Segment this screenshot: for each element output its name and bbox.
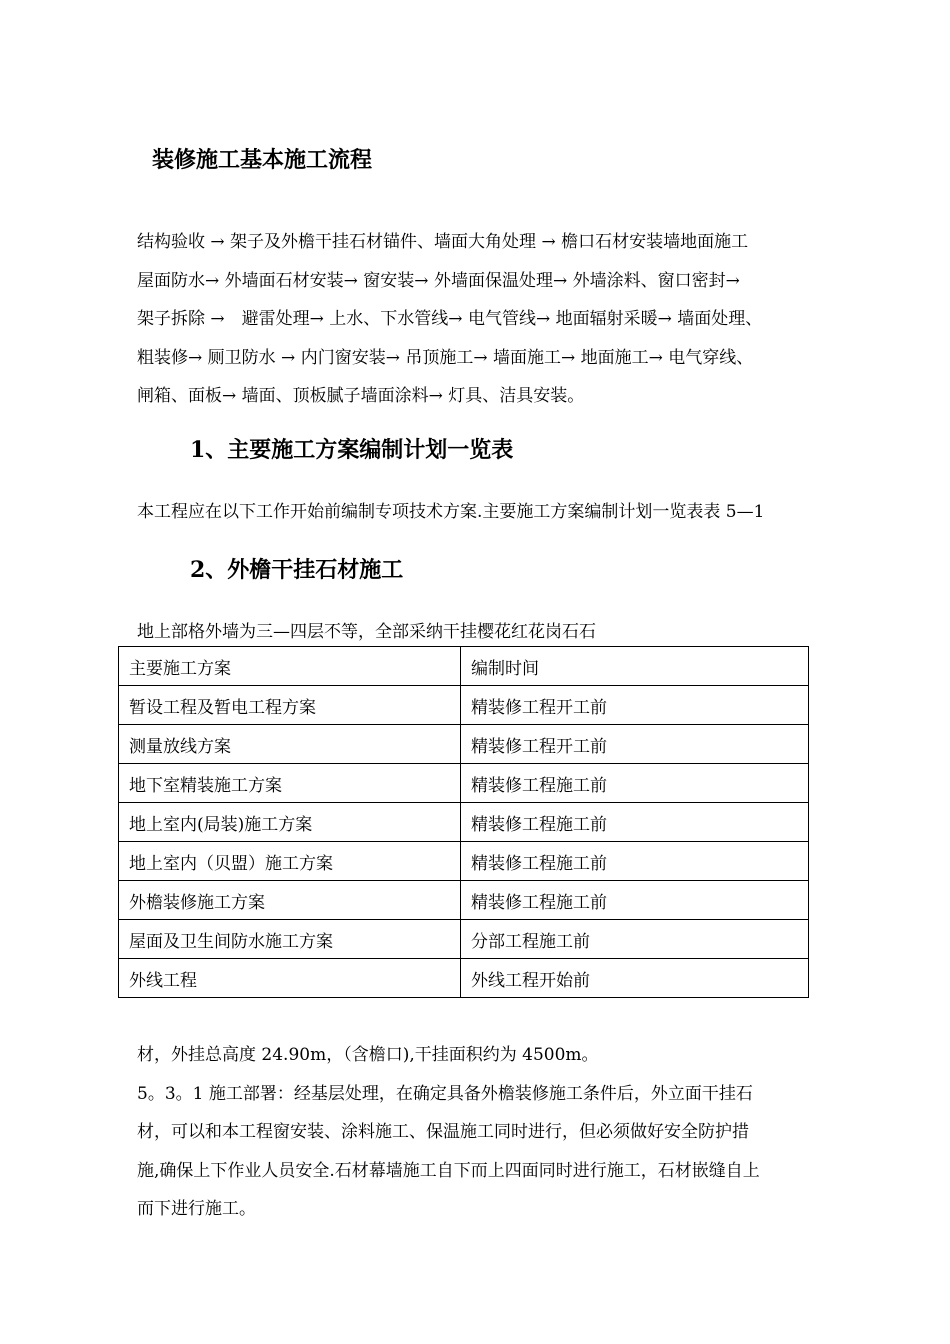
paragraph-line: 材，可以和本工程窗安装、涂料施工、保温施工同时进行，但必须做好安全防护措: [137, 1122, 749, 1142]
table-cell-plan: 屋面及卫生间防水施工方案: [119, 920, 461, 959]
table-row: [119, 686, 809, 725]
table-cell-plan: 地上室内（贝盟）施工方案: [119, 842, 461, 881]
flow-line: 架子拆除 → 避雷处理→ 上水、下水管线→ 电气管线→ 地面辐射采暖→ 墙面处理、: [137, 309, 763, 329]
table-cell-time: 外线工程开始前: [461, 959, 809, 998]
table-cell-plan: 外檐装修施工方案: [119, 881, 461, 920]
table-header-row: [119, 647, 809, 686]
table-row: [119, 920, 809, 959]
table-row: [119, 959, 809, 998]
table-row: [119, 725, 809, 764]
paragraph-line: 施,确保上下作业人员安全.石材幕墙施工自下而上四面同时进行施工，石材嵌缝自上: [137, 1160, 760, 1181]
table-cell-plan: 测量放线方案: [119, 725, 461, 764]
section1-text: 本工程应在以下工作开始前编制专项技术方案.主要施工方案编制计划一览表表 5—1: [137, 502, 765, 522]
table-row: [119, 881, 809, 920]
section2-heading: 2、外檐干挂石材施工: [190, 557, 404, 583]
table-cell-time: 分部工程施工前: [461, 920, 809, 959]
table-cell-plan: 暂设工程及暂电工程方案: [119, 686, 461, 725]
section1-heading: 1、主要施工方案编制计划一览表: [190, 437, 514, 463]
document-title: 装修施工基本施工流程: [152, 147, 373, 173]
paragraph-line: 5。3。1 施工部署：经基层处理，在确定具备外檐装修施工条件后，外立面干挂石: [137, 1083, 753, 1104]
flow-line: 闸箱、面板→ 墙面、顶板腻子墙面涂料→ 灯具、洁具安装。: [137, 386, 585, 406]
construction-plan-table: [118, 646, 809, 998]
table-row: [119, 842, 809, 881]
table-cell-plan: 外线工程: [119, 959, 461, 998]
flow-line: 粗装修→ 厕卫防水 → 内门窗安装→ 吊顶施工→ 墙面施工→ 地面施工→ 电气穿线、: [137, 347, 754, 368]
paragraph-line: 而下进行施工。: [137, 1199, 256, 1219]
construction-flow-paragraph: [137, 223, 857, 416]
stone-installation-paragraph: [137, 1036, 847, 1229]
table-cell-time: 精装修工程开工前: [461, 686, 809, 725]
table-cell-time: 精装修工程施工前: [461, 842, 809, 881]
table-cell-time: 精装修工程开工前: [461, 725, 809, 764]
table-row: [119, 803, 809, 842]
paragraph-line: 材，外挂总高度 24.90m，（含檐口),干挂面积约为 4500m。: [137, 1045, 599, 1065]
flow-line: 结构验收 → 架子及外檐干挂石材锚件、墙面大角处理 → 檐口石材安装墙地面施工: [137, 232, 749, 252]
table-cell-time: 精装修工程施工前: [461, 764, 809, 803]
flow-line: 屋面防水→ 外墙面石材安装→ 窗安装→ 外墙面保温处理→ 外墙涂料、窗口密封→: [137, 270, 740, 291]
table-cell-plan: 地上室内(局装)施工方案: [119, 803, 461, 842]
table-row: [119, 764, 809, 803]
table-cell-plan: 地下室精装施工方案: [119, 764, 461, 803]
section2-text: 地上部格外墙为三—四层不等，全部采纳干挂樱花红花岗石石: [137, 622, 596, 642]
table-header-plan: 主要施工方案: [119, 647, 461, 686]
table-header-time: 编制时间: [461, 647, 809, 686]
table-cell-time: 精装修工程施工前: [461, 803, 809, 842]
table-cell-time: 精装修工程施工前: [461, 881, 809, 920]
